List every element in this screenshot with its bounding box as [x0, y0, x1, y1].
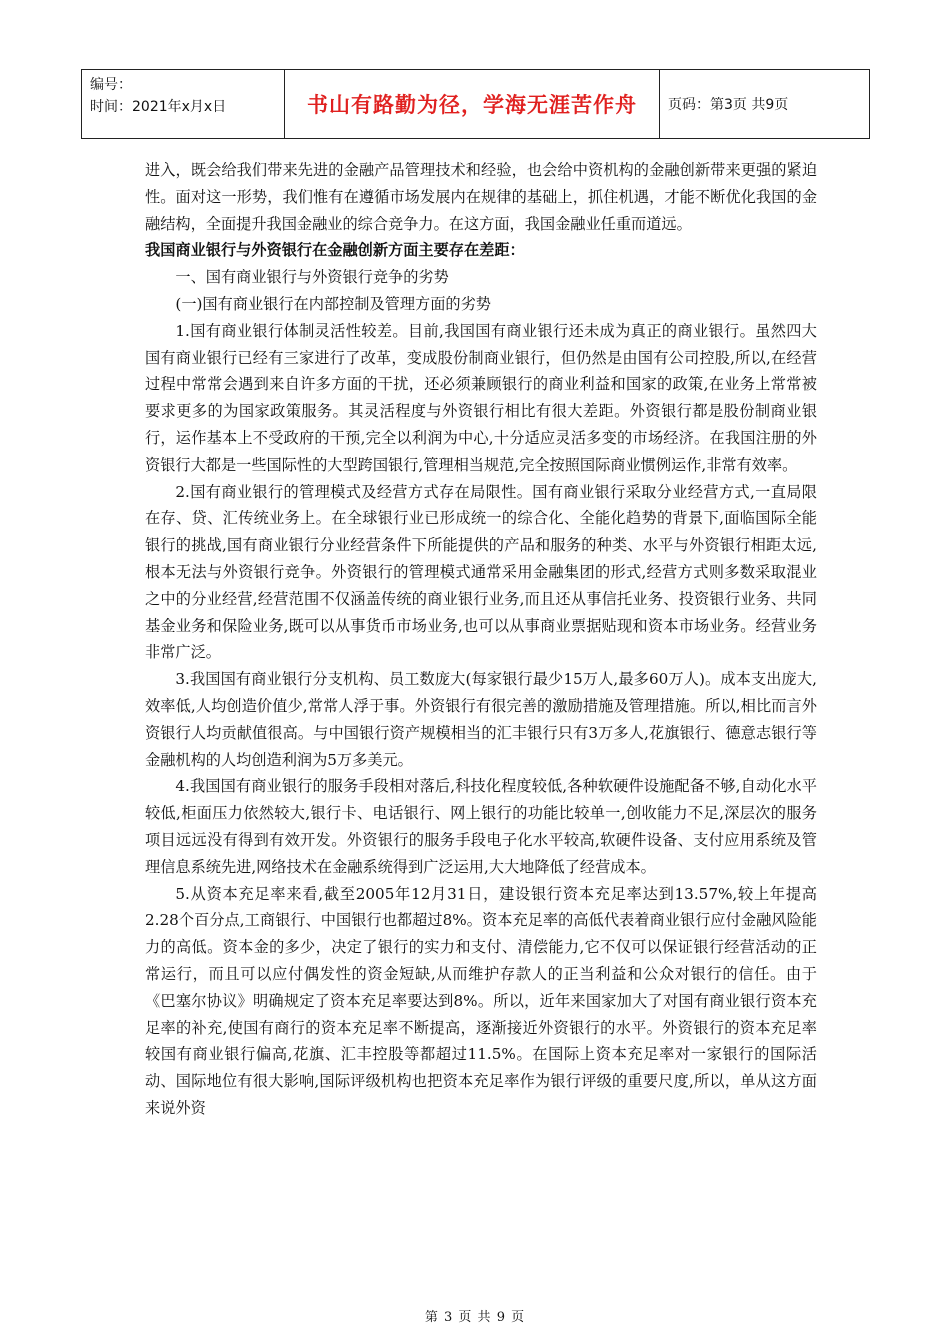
- time-label: 时间：2021年x月x日: [90, 99, 227, 115]
- header-page-label: 页码：第3页 共9页: [668, 97, 789, 113]
- paragraph-continuation: 进入，既会给我们带来先进的金融产品管理技术和经验，也会给中资机构的金融创新带来更强的紧迫性。面对这一形势，我们惟有在遵循市场发展内在规律的基础上，抓住机遇，才能不断优化我国的金融结构，全面提升我国金融业的综合竞争力。在这方面，我国金融业任重而道远。: [145, 161, 817, 233]
- paragraph-point-1: 1.国有商业银行体制灵活性较差。目前,我国国有商业银行还未成为真正的商业银行。虽然四大国有商业银行已经有三家进行了改革，变成股份制商业银行，但仍然是由国有公司控股,所以,在经营过程中常常会遇到来自许多方面的干扰，还必须兼顾银行的商业利益和国家的政策,在业务上常常被要求更多的为国家政策服务。其灵活程度与外资银行相比有很大差距。外资银行都是股份制商业银行，运作基本上不受政府的干预,完全以利润为中心,十分适应灵活多变的市场经济。在我国注册的外资银行大都是一些国际性的大型跨国银行,管理相当规范,完全按照国际商业惯例运作,非常有效率。: [145, 321, 817, 474]
- subheading-1: 一、国有商业银行与外资银行竞争的劣势: [175, 268, 449, 287]
- subheading-1-1: (一)国有商业银行在内部控制及管理方面的劣势: [175, 294, 491, 313]
- number-label: 编号：: [90, 77, 132, 93]
- section-heading: 我国商业银行与外资银行在金融创新方面主要存在差距：: [145, 241, 525, 260]
- paragraph-point-3: 3.我国国有商业银行分支机构、员工数庞大(每家银行最少15万人,最多60万人)。成本支出庞大,效率低,人均创造价值少,常常人浮于事。外资银行有很完善的激励措施及管理措施。所以,相比而言外资银行人均贡献值很高。与中国银行资产规模相当的汇丰银行只有3万多人,花旗银行、德意志银行等金融机构的人均创造利润为5万多美元。: [145, 670, 817, 769]
- header-motto: 书山有路勤为径，学海无涯苦作舟: [285, 70, 660, 138]
- header-info: [82, 70, 285, 138]
- page-footer: 第 3 页 共 9 页: [424, 1310, 526, 1325]
- paragraph-point-4: 4.我国国有商业银行的服务手段相对落后,科技化程度较低,各种软硬件设施配备不够,自动化水平较低,柜面压力依然较大,银行卡、电话银行、网上银行的功能比较单一,创收能力不足,深层次的服务项目远远没有得到有效开发。外资银行的服务手段电子化水平较高,软硬件设备、支付应用系统及管理信息系统先进,网络技术在金融系统得到广泛运用,大大地降低了经营成本。: [145, 777, 817, 876]
- paragraph-point-5: 5.从资本充足率来看,截至2005年12月31日，建设银行资本充足率达到13.57%,较上年提高2.28个百分点,工商银行、中国银行也都超过8%。资本充足率的高低代表着商业银行应付金融风险能力的高低。资本金的多少，决定了银行的实力和支付、清偿能力,它不仅可以保证银行经营活动的正常运行，而且可以应付偶发性的资金短缺,从而维护存款人的正当利益和公众对银行的信任。由于《巴塞尔协议》明确规定了资本充足率要达到8%。所以，近年来国家加大了对国有商业银行资本充足率的补充,使国有商行的资本充足率不断提高，逐渐接近外资银行的水平。外资银行的资本充足率较国有商业银行偏高,花旗、汇丰控股等都超过11.5%。在国际上资本充足率对一家银行的国际活动、国际地位有很大影响,国际评级机构也把资本充足率作为银行评级的重要尺度,所以，单从这方面来说外资: [145, 884, 817, 1117]
- page-header: [81, 69, 870, 139]
- paragraph-point-2: 2.国有商业银行的管理模式及经营方式存在局限性。国有商业银行采取分业经营方式,一直局限在存、贷、汇传统业务上。在全球银行业已形成统一的综合化、全能化趋势的背景下,面临国际全能银行的挑战,国有商业银行分业经营条件下所能提供的产品和服务的种类、水平与外资银行相距太远,根本无法与外资银行竞争。外资银行的管理模式通常采用金融集团的形式,经营方式则多数采取混业之中的分业经营,经营范围不仅涵盖传统的商业银行业务,而且还从事信托业务、投资银行业务、共同基金业务和保险业务,既可以从事货币市场业务,也可以从事商业票据贴现和资本市场业务。经营业务非常广泛。: [145, 482, 817, 662]
- document-body: [145, 157, 817, 1122]
